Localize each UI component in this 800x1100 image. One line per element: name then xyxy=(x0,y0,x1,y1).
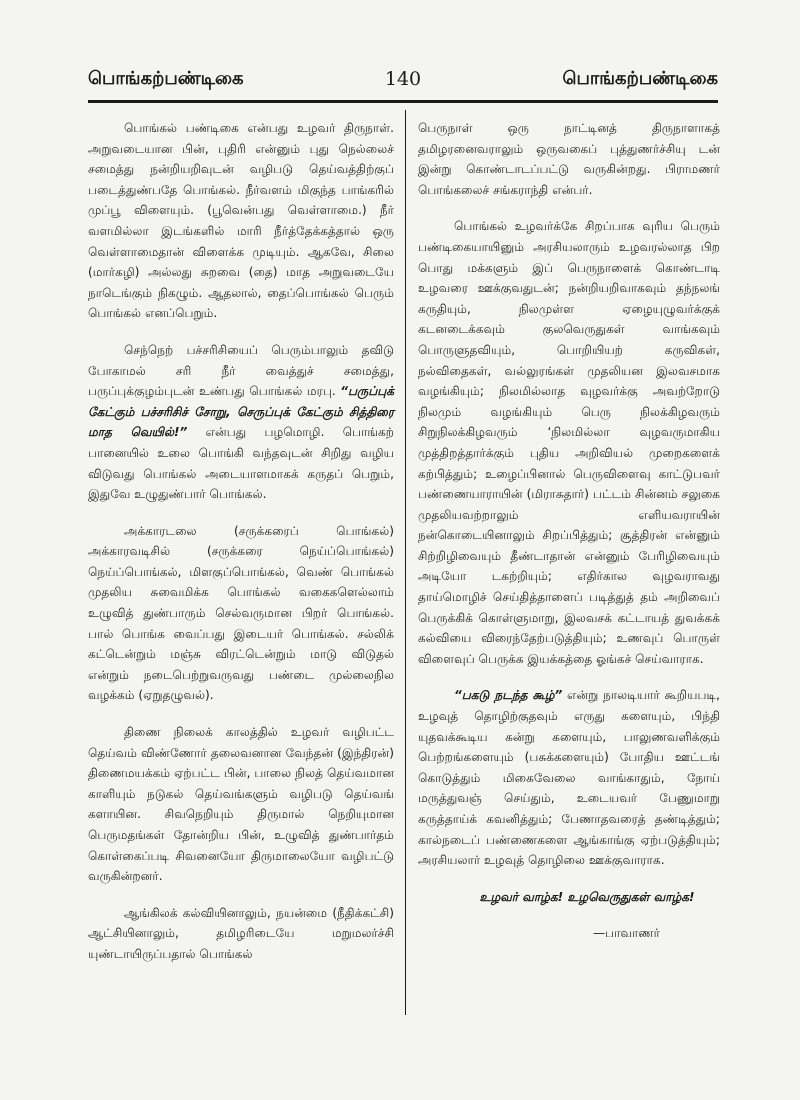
paragraph: பொங்கல் உழவர்க்கே சிறப்பாக வுரிய பெரும் பண்டிகையாயினும் அரசியலாரும் உழவரல்லாத பிற பொது மக்களும் இப் பெருநாளைக் கொண்டாடி உழவரை ஊக்குவதுடன்; நன்றியறிவாகவும் தந்நலங் கருதியும், நிலமுள்ள ஏழையுழுவர்க்குக் கடனடைக்கவும் குலவெருதுகள் வாங்கவும் பொருளுதவியும், பொறியியற் கருவிகள், நல்விதைகள், வல்லுரங்கள் முதலியன இலவசமாக வழங்கியும்; நிலமில்லாத வுழவர்க்கு அவற்றோடு நிலமும் வழங்கியும் பெரு நிலக்கிழவரும் சிறுநிலக்கிழவரும் ‘நிலமில்லா வுழவருமாகிய முத்திறத்தார்க்கும் புதிய அறிவியல் முறைகளைக் கற்பித்தும்; உழைப்பினால் பெருவிளைவு காட்டுபவர் பண்ணையாராயின் (மிராசுதார்) பட்டம் சின்னம் சலுகை முதலியவற்றாலும் எளியவராயின் நன்கொடையினாலும் சிறப்பித்தும்; சூத்திரன் என்னும் சிற்றிழிவையும் தீண்டாதான் என்னும் பேரிழிவையும் அடியோ டகற்றியும்; எதிர்கால வுழவராவது தாய்மொழிச் செய்தித்தாளைப் படித்துத் தம் அறிவைப் பெருக்கிக் கொள்ளுமாறு, இலவசக் கட்டாயத் துவக்கக் கல்வியை விரைந்தேற்படுத்தியும்; உணவுப் பொருள் விளைவுப் பெருக்க இயக்கத்தை ஓங்கச் செய்வாராக. xyxy=(418,219,720,666)
left-column xyxy=(88,118,394,981)
page-number: 140 xyxy=(384,68,422,90)
paragraph-text: என்பது பழமொழி. பொங்கற் பானையில் உலை பொங்கி வந்தவுடன் சிறிது வழிய விடுவது பொங்கல் அடையாளமாகக் கருதப் பெறும், இதுவே உழுதுண்பார் பொங்கல். xyxy=(88,425,394,502)
right-column xyxy=(418,118,720,960)
closing-slogan: உழவர் வாழ்க! உழவெருதுகள் வாழ்க! xyxy=(479,889,695,904)
paragraph: பெருநாள் ஒரு நாட்டினத் திருநாளாகத் தமிழரனைவராலும் ஒருவகைப் புத்துணர்ச்சியு டன் இன்று கொண்டாடப்பட்டு வருகின்றது. பிராமணர் பொங்கலைச் சங்கராந்தி என்பர். xyxy=(418,121,720,197)
header-rule xyxy=(88,100,718,103)
running-header xyxy=(88,68,718,102)
proverb-quote: “பருப்புக் கேட்கும் பச்சரிசிச் சோறு, செருப்புக் கேட்கும் சித்திரை மாத வெயில்!” xyxy=(88,384,394,440)
column-divider xyxy=(405,110,406,1015)
naladiyar-quote: “பகடு நடந்த கூழ்” xyxy=(454,688,563,703)
paragraph: பொங்கல் பண்டிகை என்பது உழவர் திருநாள். அறுவடையான பின், புதிரி என்னும் புது நெல்லைச் சமைத்து நன்றியறிவுடன் வழிபடு தெய்வத்திற்குப் படைத்துண்பதே பொங்கல். நீர்வளம் மிகுந்த பாங்கரில் முப்பூ விளையும். (பூவென்பது வெள்ளாமை.) நீர் வளமில்லா இடங்களில் மாரி நீர்த்தேக்கத்தால் ஒரு வெள்ளாமைதான் விளைக்க முடியும். ஆகவே, சிலை (மார்கழி) அல்லது சுறவை (தை) மாத அறுவடையே நாடெங்கும் நிகழும். ஆதலால், தைப்பொங்கல் பெரும் பொங்கல் எனப்பெறும். xyxy=(88,121,394,321)
header-title-right: பொங்கற்பண்டிகை xyxy=(562,68,718,89)
paragraph xyxy=(88,340,394,505)
paragraph: திணை நிலைக் காலத்தில் உழவர் வழிபட்ட தெய்வம் விண்ணோர் தலைவனான வேந்தன் (இந்திரன்) திணைமயக்கம் ஏற்பட்ட பின், பாலை நிலத் தெய்வமான காளியும் நடுகல் தெய்வங்களும் வழிபடு தெய்வங் களாயின. சிவநெறியும் திருமால் நெறியுமான பெருமதங்கள் தோன்றிய பின், உழுவித் துண்பார்தம் கொள்கைப்படி சிவனையோ திருமாலையோ வழிபட்டு வருகின்றனர். xyxy=(88,725,394,884)
paragraph: அக்காரடலை (சருக்கரைப் பொங்கல்) அக்காரவடிசில் (சருக்கரை நெய்ப்பொங்கல்) நெய்ப்பொங்கல், மிளகுப்பொங்கல், வெண் பொங்கல் முதலிய சுவைமிக்க பொங்கல் வகைகளெல்லாம் உழுவித் துண்பாரும் செல்வருமான பிறர் பொங்கல். பால் பொங்க வைப்பது இடையர் பொங்கல். சல்லிக் கட்டென்றும் மஞ்சு விரட்டென்றும் மாடு விடுதல் என்றும் நடைபெற்றுவருவது பண்டை முல்லைநில வழக்கம் (ஏறுதழுவல்). xyxy=(88,523,394,703)
paragraph-text: என்று நாலடியார் கூறியபடி, உழவுத் தொழிற்குதவும் எருது களையும், பிந்தி யுதவக்கூடிய கன்று களையும், பாலுணவளிக்கும் பெற்றங்களையும் (பசுக்களையும்) போதிய ஊட்டங் கொடுத்தும் மிகைவேலை வாங்காதும், நோய் மருத்துவஞ் செய்தும், உடையவர் பேணுமாறு கருத்தாய்க் கவனித்தும்; பேணாதவரைத் தண்டித்தும்; கால்நடைப் பண்ணைகளை ஆங்காங்கு ஏற்படுத்தியும்; அரசியலார் உழவுத் தொழிலை ஊக்குவாராக. xyxy=(418,688,720,868)
paragraph: ஆங்கிலக் கல்வியினாலும், நயன்மை (நீதிக்கட்சி) ஆட்சியினாலும், தமிழரிடையே மறுமலர்ச்சி யுண்டாயிருப்பதால் பொங்கல் xyxy=(88,905,394,961)
header-title-left: பொங்கற்பண்டிகை xyxy=(88,68,244,89)
paragraph-text: செந்நெற் பச்சரிசியைப் பெரும்பாலும் தவிடு போகாமல் சரி நீர் வைத்துச் சமைத்து, பருப்புக்குழம்புடன் உண்பது பொங்கல் மரபு. xyxy=(88,342,394,399)
author-signature: —பாவாணர் xyxy=(592,926,660,941)
paragraph xyxy=(418,685,720,870)
